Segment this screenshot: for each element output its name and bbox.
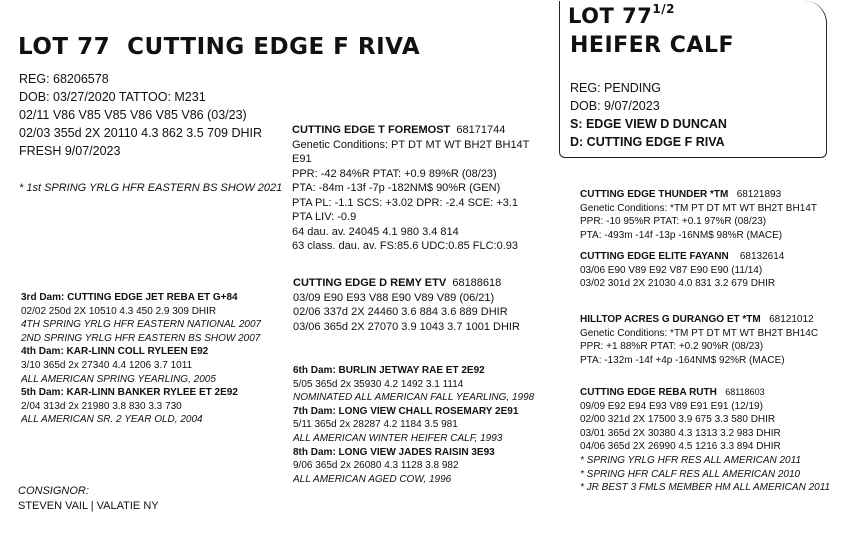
dam-line: 03/09 E90 E93 V88 E90 V89 V89 (06/21) (293, 291, 495, 304)
calf-dob: DOB: 9/07/2023 (570, 99, 660, 113)
fourth-dam-note: ALL AMERICAN SPRING YEARLING, 2005 (21, 373, 216, 385)
sire-reg: 68171744 (456, 124, 506, 136)
seventh-dam-name: 7th Dam: LONG VIEW CHALL ROSEMARY 2E91 (293, 405, 519, 417)
sire-line: PTA: -84m -13f -7p -182NM$ 90%R (GEN) (292, 182, 501, 194)
sires-dam-name: CUTTING EDGE ELITE FAYANN (580, 251, 729, 262)
sire-line: 63 class. dau. av. FS:85.6 UDC:0.85 FLC:0.93 (292, 240, 519, 252)
eighth-dam-note: ALL AMERICAN AGED COW, 1996 (293, 473, 452, 485)
sire-name: CUTTING EDGE T FOREMOST (292, 124, 451, 136)
dams-dam-name: CUTTING EDGE REBA RUTH (580, 387, 717, 398)
calf-reg: REG: PENDING (570, 81, 661, 95)
dams-dam-block (580, 386, 830, 495)
sire-line: Genetic Conditions: PT DT MT WT BH2T BH14T (292, 138, 530, 151)
fifth-dam-line: 2/04 313d 2x 21980 3.8 830 3.3 730 (21, 400, 182, 412)
animal-name: CUTTING EDGE F RIVA (127, 34, 421, 60)
sixth-dam-note: NOMINATED ALL AMERICAN FALL YEARLING, 1998 (293, 392, 535, 404)
dams-sire-line: PTA: -132m -14f +4p -164NM$ 92%R (MACE) (580, 354, 785, 366)
eighth-dam-line: 9/06 365d 2x 26080 4.3 1128 3.8 982 (293, 460, 459, 472)
sires-dam-reg: 68132614 (739, 251, 785, 262)
sixth-dam-name: 6th Dam: BURLIN JETWAY RAE ET 2E92 (293, 365, 485, 376)
sires-sire-reg: 68121893 (736, 189, 782, 200)
dams-dam-note: * JR BEST 3 FMLS MEMBER HM ALL AMERICAN 2011 (580, 482, 831, 494)
sires-sire-line: PPR: -10 95%R PTAT: +0.1 97%R (08/23) (580, 216, 767, 228)
dob-tattoo: DOB: 03/27/2020 TATTOO: M231 (19, 90, 206, 104)
dam-reg: 68188618 (452, 277, 502, 289)
dams-dam-reg: 68118603 (725, 387, 765, 397)
calf-lot-sup: 1/2 (652, 2, 675, 16)
consignor-name: STEVEN VAIL | VALATIE NY (18, 500, 159, 512)
sire-block (292, 123, 529, 254)
calf-lot-number: LOT 77 (568, 4, 653, 28)
dams-dam-line: 04/06 365d 2X 26990 4.5 1216 3.3 894 DHIR (580, 441, 781, 453)
fourth-dam-line: 3/10 365d 2x 27340 4.4 1206 3.7 1011 (21, 359, 193, 371)
third-dam-line: 02/02 250d 2X 10510 4.3 450 2.9 309 DHIR (21, 305, 217, 317)
show-note: * 1st SPRING YRLG HFR EASTERN BS SHOW 2021 (19, 182, 283, 194)
sires-dam-block (580, 250, 784, 291)
lot-header (18, 34, 420, 60)
dam-name: CUTTING EDGE D REMY ETV (293, 277, 447, 289)
sires-dam-line: 03/06 E90 V89 E92 V87 E90 E90 (11/14) (580, 264, 763, 276)
calf-lot (568, 4, 675, 28)
sire-line: E91 (292, 153, 312, 165)
dam-line: 02/06 337d 2X 24460 3.6 884 3.6 889 DHIR (293, 306, 508, 318)
dam-line: 03/06 365d 2X 27070 3.9 1043 3.7 1001 DHIR (293, 320, 520, 333)
sires-sire-name: CUTTING EDGE THUNDER *TM (580, 189, 729, 200)
sires-sire-line: Genetic Conditions: *TM PT DT MT WT BH2T BH14T (580, 202, 817, 214)
third-dam-name: 3rd Dam: CUTTING EDGE JET REBA ET G+84 (21, 292, 238, 303)
dams-sire-block (580, 313, 818, 367)
dams-dam-line: 03/01 365d 2X 30380 4.3 1313 3.2 983 DHIR (580, 427, 781, 439)
calf-title: HEIFER CALF (570, 33, 735, 58)
production-record: 02/03 355d 2X 20110 4.3 862 3.5 709 DHIR (19, 126, 263, 140)
seventh-dam-note: ALL AMERICAN WINTER HEIFER CALF, 1993 (293, 432, 503, 444)
calf-info (570, 79, 727, 151)
dams-dam-line: 02/00 321d 2X 17500 3.9 675 3.3 580 DHIR (580, 414, 776, 426)
classification: 02/11 V86 V85 V85 V86 V85 V86 (03/23) (19, 108, 247, 122)
dams-sire-name: HILLTOP ACRES G DURANGO ET *TM (580, 314, 761, 325)
lot-number: LOT 77 (18, 34, 111, 60)
dams-dam-line: 09/09 E92 E94 E93 V89 E91 E91 (12/19) (580, 400, 763, 412)
sire-line: 64 dau. av. 24045 4.1 980 3.4 814 (292, 225, 459, 238)
sire-line: PTA LIV: -0.9 (292, 211, 357, 223)
dams-6-8-block (293, 364, 534, 486)
reg-number: REG: 68206578 (19, 72, 109, 86)
calf-sire: S: EDGE VIEW D DUNCAN (570, 117, 727, 131)
eighth-dam-name: 8th Dam: LONG VIEW JADES RAISIN 3E93 (293, 446, 495, 458)
sires-sire-line: PTA: -493m -14f -13p -16NM$ 98%R (MACE) (580, 229, 783, 241)
dams-sire-line: PPR: +1 88%R PTAT: +0.2 90%R (08/23) (580, 341, 764, 353)
sire-line: PPR: -42 84%R PTAT: +0.9 89%R (08/23) (292, 167, 497, 180)
dams-sire-reg: 68121012 (769, 314, 814, 325)
fifth-dam-name: 5th Dam: KAR-LINN BANKER RYLEE ET 2E92 (21, 387, 238, 399)
fifth-dam-note: ALL AMERICAN SR. 2 YEAR OLD, 2004 (21, 414, 203, 426)
sires-sire-block (580, 188, 817, 242)
calf-dam: D: CUTTING EDGE F RIVA (570, 135, 725, 149)
sixth-dam-line: 5/05 365d 2x 35930 4.2 1492 3.1 1114 (293, 378, 464, 390)
fourth-dam-name: 4th Dam: KAR-LINN COLL RYLEEN E92 (21, 346, 209, 358)
fresh-date: FRESH 9/07/2023 (19, 144, 121, 158)
sire-line: PTA PL: -1.1 SCS: +3.02 DPR: -2.4 SCE: +3.1 (292, 196, 519, 209)
dams-dam-note: * SPRING HFR CALF RES ALL AMERICAN 2010 (580, 468, 801, 480)
dams-dam-note: * SPRING YRLG HFR RES ALL AMERICAN 2011 (580, 454, 802, 466)
third-dam-note: 4TH SPRING YRLG HFR EASTERN NATIONAL 2007 (21, 319, 262, 331)
dams-sire-line: Genetic Conditions: *TM PT DT MT WT BH2T BH14C (580, 327, 819, 339)
dam-block (293, 276, 520, 334)
third-dam-note: 2ND SPRING YRLG HFR EASTERN BS SHOW 2007 (21, 332, 261, 344)
consignor-block (18, 484, 159, 514)
consignor-label: CONSIGNOR: (18, 485, 89, 497)
seventh-dam-line: 5/11 365d 2x 28287 4.2 1184 3.5 981 (293, 419, 458, 431)
main-info (19, 70, 262, 160)
sires-dam-line: 03/02 301d 2X 21030 4.0 831 3.2 679 DHIR (580, 278, 776, 290)
dams-3-5-block (21, 291, 261, 427)
